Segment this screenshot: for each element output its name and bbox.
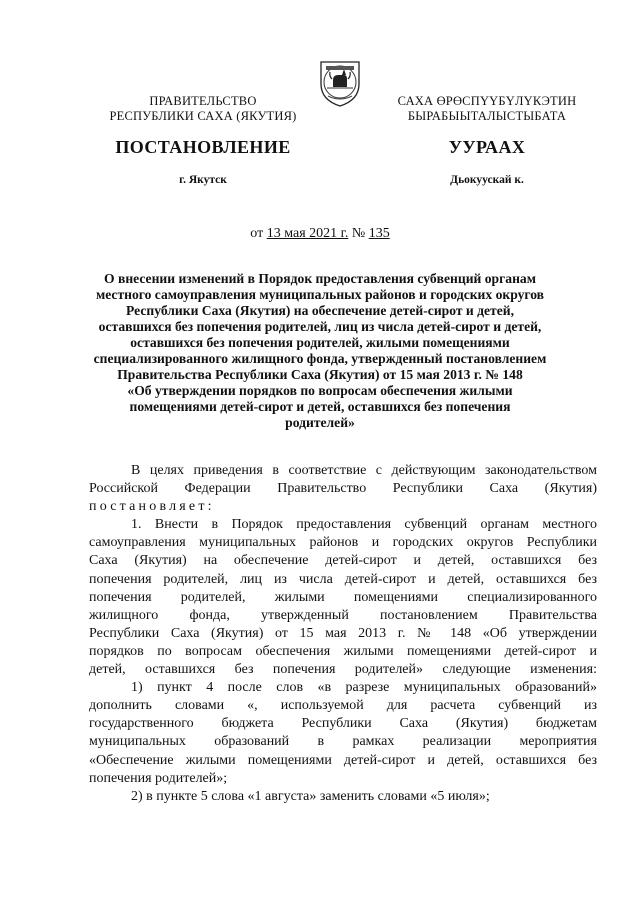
title-line: Правительства Республики Саха (Якутия) от 15 мая 2013 г. № 148: [117, 367, 523, 382]
body-line: 1. Внести в Порядок предоставления субвенций органам местного: [131, 517, 597, 533]
body-line: муниципальных образований в рамках реализации мероприятия: [89, 734, 597, 750]
date-prefix: от: [250, 226, 267, 241]
title-line: помещениями детей-сирот и детей, оставшихся без попечения: [129, 399, 511, 414]
org-left-line-2: РЕСПУБЛИКИ САХА (ЯКУТИЯ): [109, 109, 297, 123]
number-sign: №: [348, 226, 369, 241]
body-line: порядков по вопросам обеспечения жилыми помещениями детей-сирот и: [89, 643, 597, 659]
document-date: 13 мая 2021 г.: [266, 226, 349, 241]
body-line: В целях приведения в соответствие с действующим законодательством: [131, 463, 597, 478]
document-type-ru: ПОСТАНОВЛЕНИЕ: [115, 137, 291, 157]
body-line: самоуправления муниципальных районов и городских округов Республики: [89, 535, 597, 551]
body-line: постановляет:: [89, 499, 215, 515]
document-number: 135: [368, 226, 390, 241]
body-line: «Обеспечение жилыми помещениями детей-сирот и детей, оставшихся без: [89, 752, 597, 768]
document-title: [78, 271, 562, 431]
org-left-line-1: ПРАВИТЕЛЬСТВО: [149, 94, 257, 108]
body-line: 2) в пункте 5 слова «1 августа» заменить словами «5 июля»;: [131, 788, 490, 804]
body-line: Республики Саха (Якутия) от 15 мая 2013 г. № 148 «Об утверждении: [89, 625, 597, 641]
organization-name-sakha: [372, 94, 602, 124]
title-line: Республики Саха (Якутия) на обеспечение детей-сирот и детей,: [126, 303, 514, 318]
body-line: Саха (Якутия) на обеспечение детей-сирот и детей, оставшихся без: [89, 553, 597, 569]
body-line: жилищного фонда, утвержденный постановлением Правительства: [89, 607, 597, 623]
body-line: попечения родителей, жилыми помещениями специализированного: [89, 589, 597, 605]
title-line: специализированного жилищного фонда, утвержденный постановлением: [93, 351, 547, 366]
city-ru: г. Якутск: [179, 174, 227, 186]
organization-name-ru: [90, 94, 316, 124]
coat-of-arms-emblem: [318, 58, 362, 108]
body-line: 1) пункт 4 после слов «в разрезе муниципальных образований»: [131, 680, 597, 696]
title-line: родителей»: [285, 415, 355, 430]
org-right-line-1: САХА ӨРӨСПҮҮБҮЛҮКЭТИН: [397, 94, 577, 108]
title-line: оставшихся без попечения родителей, лиц из числа детей-сирот и детей,: [98, 319, 542, 334]
document-body: [89, 462, 597, 806]
body-line: государственного бюджета Республики Саха (Якутия) бюджетам: [89, 716, 597, 732]
org-right-line-2: БЫРАБЫЫТАЛЫСТЫБАТА: [407, 109, 567, 123]
title-line: «Об утверждении порядков по вопросам обеспечения жилыми: [127, 383, 513, 398]
body-line: детей, оставшихся без попечения родителей» следующие изменения:: [89, 662, 597, 678]
body-line: попечения родителей»;: [89, 770, 228, 786]
document-date-number: [0, 226, 640, 242]
body-line: Российской Федерации Правительство Республики Саха (Якутия): [89, 481, 597, 497]
title-line: оставшихся без попечения родителей, жилыми помещениями: [130, 335, 510, 350]
body-line: попечения родителей, лиц из числа детей-сирот и детей, оставшихся без: [89, 571, 597, 587]
city-sakha: Дьокуускай к.: [450, 174, 524, 186]
title-line: О внесении изменений в Порядок предоставления субвенций органам: [104, 271, 536, 286]
title-line: местного самоуправления муниципальных районов и городских округов: [95, 287, 545, 302]
body-line: дополнить словами «, используемой для расчета субвенций из: [89, 698, 597, 714]
document-type-sakha: УУРААХ: [448, 137, 526, 157]
